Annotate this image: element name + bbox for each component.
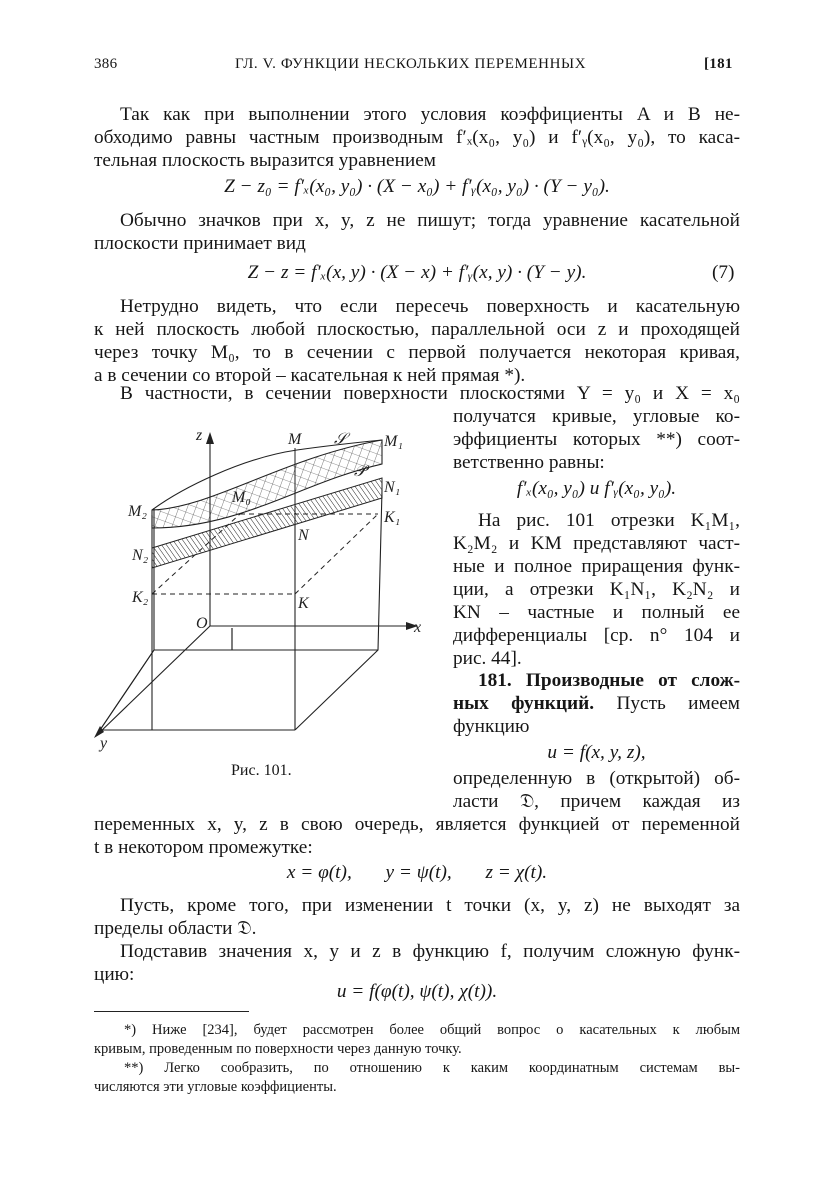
label-K: K: [298, 595, 309, 612]
p5-line-6: дифференциалы [ср. n° 104 и: [453, 625, 740, 646]
label-N: N: [298, 527, 309, 544]
axis-arrowheads: [94, 432, 418, 738]
footnote-1-line-2: кривым, проведенным по поверхности через данную точку.: [94, 1041, 462, 1057]
section-number: 181.: [478, 670, 512, 691]
p5-line-5: KN – частные и полный ее: [453, 602, 740, 623]
p2-line-2: плоскости принимает вид: [94, 233, 306, 254]
p4-right-1: получатся кривые, угловые ко-: [453, 406, 740, 427]
label-y: y: [100, 735, 108, 752]
footnote-rule: [94, 1011, 249, 1012]
equation-tangent-plane: Z − z = f′ₓ(x, y) · (X − x) + f′ᵧ(x, y) · (Y − y).: [247, 262, 587, 283]
p5-line-1: На рис. 101 отрезки K₁M₁,: [478, 510, 740, 531]
p3-line-1: Нетрудно видеть, что если пересечь поверхность и касательную: [120, 296, 740, 317]
p4-right-3: ветственно равны:: [453, 452, 605, 473]
label-M: M: [288, 431, 302, 448]
p4-line-1: В частности, в сечении поверхности плоскостями Y = y₀ и X = x₀: [120, 383, 740, 404]
section-181-heading: [478, 669, 740, 692]
section-title-part-2: ных функций.: [453, 693, 595, 714]
equation-tangent-plane-point: Z − z₀ = f′ₓ(x₀, y₀) · (X − x₀) + f′ᵧ(x₀, y₀) · (Y − y₀).: [224, 176, 610, 197]
label-surface-S: 𝒮: [334, 431, 347, 448]
p3-line-3: через точку M₀, то в сечении с первой получается некоторая кривая,: [94, 342, 740, 363]
section-181-line-3: функцию: [453, 716, 530, 737]
p6-right-1: определенную в (открытой) об-: [453, 768, 740, 789]
equation-slopes: f′ₓ(x₀, y₀) и f′ᵧ(x₀, y₀).: [516, 478, 677, 499]
label-x: x: [414, 619, 422, 636]
p4-right-2: эффициенты которых **) соот-: [453, 429, 740, 450]
section-181-line-2: [453, 692, 740, 715]
figure-caption: Рис. 101.: [231, 762, 292, 779]
label-plane-P: 𝒫: [354, 463, 366, 480]
equation-parametrization: x = φ(t), y = ψ(t), z = χ(t).: [286, 862, 548, 883]
label-K1: K₁: [384, 509, 401, 526]
p5-line-4: ции, а отрезки K₁N₁, K₂N₂ и: [453, 579, 740, 600]
label-M0: M₀: [232, 489, 251, 506]
figure-101-diagram: [92, 418, 442, 758]
p8-line-2: цию:: [94, 964, 135, 985]
p6-right-2: ласти 𝔇, причем каждая из: [453, 791, 740, 812]
label-N1: N₁: [384, 479, 401, 496]
p3-line-2: к ней плоскость любой плоскостью, параллельной оси z и проходящей: [94, 319, 740, 340]
section-text-after: Пусть имеем: [616, 693, 741, 714]
p7-line-1: Пусть, кроме того, при изменении t точки (x, y, z) не выходят за: [120, 895, 740, 916]
p6-full-1: переменных x, y, z в свою очередь, является функцией от переменной: [94, 814, 740, 835]
equation-composite-function: u = f(φ(t), ψ(t), χ(t)).: [336, 981, 498, 1002]
p8-line-1: Подставив значения x, y и z в функцию f, получим сложную функ-: [120, 941, 740, 962]
section-title-part-1: Производные от слож-: [525, 670, 741, 691]
label-M2: M₂: [128, 503, 147, 520]
p5-line-2: K₂M₂ и KM представляют част-: [453, 533, 740, 554]
label-N2: N₂: [132, 547, 149, 564]
footnote-2-line-1: **) Легко сообразить, по отношению к каким координатным системам вы-: [124, 1060, 740, 1076]
page-number: 386: [94, 56, 118, 72]
p3-line-4: а в сечении со второй – касательная к ней прямая *).: [94, 365, 526, 386]
p1-line-1: Так как при выполнении этого условия коэффициенты A и B не-: [120, 104, 740, 125]
p1-line-2: обходимо равны частным производным f′ₓ(x₀, y₀) и f′ᵧ(x₀, y₀), то каса-: [94, 127, 740, 148]
label-z: z: [196, 427, 203, 444]
p5-line-3: ные и полное приращения функ-: [453, 556, 740, 577]
p6-full-2: t в некотором промежутке:: [94, 837, 313, 858]
label-K2: K₂: [132, 589, 149, 606]
p1-line-3: тельная плоскость выразится уравнением: [94, 150, 437, 171]
section-marker: [181: [704, 56, 733, 72]
footnote-1-line-1: *) Ниже [234], будет рассмотрен более общий вопрос о касательных к любым: [124, 1022, 740, 1038]
equation-number-7: (7): [712, 262, 735, 283]
footnote-2-line-2: числяются эти угловые коэффициенты.: [94, 1079, 337, 1095]
label-M1: M₁: [384, 433, 403, 450]
p7-line-2: пределы области 𝔇.: [94, 918, 257, 939]
p5-line-7: рис. 44].: [453, 648, 522, 669]
p2-line-1: Обычно значков при x, y, z не пишут; тогда уравнение касательной: [120, 210, 740, 231]
running-title: ГЛ. V. ФУНКЦИИ НЕСКОЛЬКИХ ПЕРЕМЕННЫХ: [235, 56, 587, 72]
label-O: O: [196, 615, 208, 632]
equation-function-u: u = f(x, y, z),: [547, 742, 646, 763]
